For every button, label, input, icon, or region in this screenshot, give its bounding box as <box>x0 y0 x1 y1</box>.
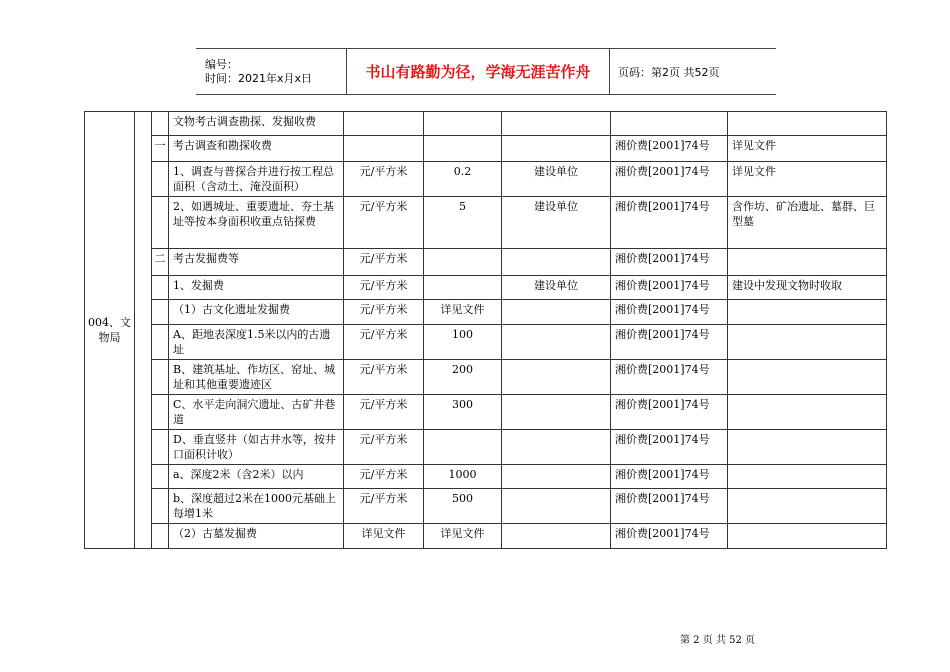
row-mark <box>152 524 169 549</box>
unit-cell: 元/平方米 <box>344 300 424 325</box>
basis-cell: 湘价费[2001]74号 <box>611 249 728 276</box>
basis-cell: 湘价费[2001]74号 <box>611 276 728 300</box>
standard-cell: 100 <box>424 325 502 360</box>
basis-cell: 湘价费[2001]74号 <box>611 489 728 524</box>
note-cell <box>728 395 887 430</box>
standard-cell: 300 <box>424 395 502 430</box>
unit-cell: 元/平方米 <box>344 430 424 465</box>
basis-cell: 湘价费[2001]74号 <box>611 197 728 249</box>
note-cell <box>728 112 887 136</box>
row-mark <box>152 197 169 249</box>
row-mark: 二 <box>152 249 169 276</box>
payer-cell <box>502 395 611 430</box>
row-mark <box>152 325 169 360</box>
unit-cell: 元/平方米 <box>344 162 424 197</box>
note-cell: 含作坊、矿冶遗址、墓群、巨型墓 <box>728 197 887 249</box>
note-cell <box>728 325 887 360</box>
unit-cell: 元/平方米 <box>344 489 424 524</box>
item-cell: 考古调查和勘探收费 <box>169 136 344 162</box>
table-row <box>85 465 887 489</box>
unit-cell: 详见文件 <box>344 524 424 549</box>
unit-cell <box>344 112 424 136</box>
header-left <box>196 49 347 95</box>
item-cell: 1、调查与普探合并进行按工程总面积（含动土、淹没面积） <box>169 162 344 197</box>
row-mark <box>152 300 169 325</box>
payer-cell: 建设单位 <box>502 197 611 249</box>
item-cell: b、深度超过2米在1000元基础上每增1米 <box>169 489 344 524</box>
number-label: 编号： <box>205 57 238 71</box>
time-label: 时间：2021年x月x日 <box>205 71 313 85</box>
department-cell: 004、文物局 <box>85 112 135 549</box>
row-mark: 一 <box>152 136 169 162</box>
standard-cell: 500 <box>424 489 502 524</box>
table-row <box>85 197 887 249</box>
table-row <box>85 524 887 549</box>
standard-cell: 200 <box>424 360 502 395</box>
row-mark <box>152 430 169 465</box>
note-cell <box>728 300 887 325</box>
unit-cell: 元/平方米 <box>344 325 424 360</box>
basis-cell: 湘价费[2001]74号 <box>611 430 728 465</box>
basis-cell: 湘价费[2001]74号 <box>611 136 728 162</box>
payer-cell <box>502 300 611 325</box>
table-row <box>85 360 887 395</box>
standard-cell <box>424 112 502 136</box>
standard-cell: 0.2 <box>424 162 502 197</box>
table-row <box>85 249 887 276</box>
fee-table <box>84 111 887 549</box>
payer-cell: 建设单位 <box>502 162 611 197</box>
note-cell <box>728 360 887 395</box>
item-cell: C、水平走向洞穴遗址、古矿井巷道 <box>169 395 344 430</box>
row-mark <box>152 162 169 197</box>
unit-cell: 元/平方米 <box>344 249 424 276</box>
payer-cell <box>502 325 611 360</box>
row-mark <box>152 395 169 430</box>
item-cell: D、垂直竖井（如古井水等，按井口面积计收） <box>169 430 344 465</box>
item-cell: 2、如遇城址、重要遗址、夯土基址等按本身面积收重点钻探费 <box>169 197 344 249</box>
unit-cell: 元/平方米 <box>344 197 424 249</box>
payer-cell <box>502 430 611 465</box>
note-cell <box>728 249 887 276</box>
unit-cell: 元/平方米 <box>344 360 424 395</box>
table-row <box>85 112 887 136</box>
unit-cell: 元/平方米 <box>344 276 424 300</box>
row-mark <box>152 465 169 489</box>
payer-cell <box>502 112 611 136</box>
row-mark <box>152 276 169 300</box>
basis-cell: 湘价费[2001]74号 <box>611 300 728 325</box>
note-cell: 详见文件 <box>728 136 887 162</box>
payer-cell <box>502 249 611 276</box>
row-mark <box>152 489 169 524</box>
payer-cell <box>502 360 611 395</box>
payer-cell <box>502 524 611 549</box>
table-row <box>85 162 887 197</box>
standard-cell: 详见文件 <box>424 300 502 325</box>
item-cell: （1）古文化遗址发掘费 <box>169 300 344 325</box>
table-row <box>85 430 887 465</box>
table-row <box>85 325 887 360</box>
note-cell <box>728 465 887 489</box>
row-mark <box>152 112 169 136</box>
motto: 书山有路勤为径，学海无涯苦作舟 <box>347 49 610 95</box>
item-cell: A、距地表深度1.5米以内的古遗址 <box>169 325 344 360</box>
unit-cell: 元/平方米 <box>344 395 424 430</box>
basis-cell: 湘价费[2001]74号 <box>611 465 728 489</box>
table-row <box>85 489 887 524</box>
payer-cell: 建设单位 <box>502 276 611 300</box>
note-cell <box>728 524 887 549</box>
standard-cell <box>424 249 502 276</box>
unit-cell <box>344 136 424 162</box>
payer-cell <box>502 136 611 162</box>
item-cell: B、建筑基址、作坊区、窑址、城址和其他重要遗迹区 <box>169 360 344 395</box>
unit-cell: 元/平方米 <box>344 465 424 489</box>
item-cell: （2）古墓发掘费 <box>169 524 344 549</box>
page-header <box>196 48 776 95</box>
footer-page-number: 第 2 页 共 52 页 <box>680 635 755 646</box>
note-cell: 详见文件 <box>728 162 887 197</box>
item-cell: 考古发掘费等 <box>169 249 344 276</box>
item-cell: 1、发掘费 <box>169 276 344 300</box>
standard-cell: 详见文件 <box>424 524 502 549</box>
table-row <box>85 136 887 162</box>
note-cell <box>728 430 887 465</box>
item-cell: a、深度2米（含2米）以内 <box>169 465 344 489</box>
basis-cell: 湘价费[2001]74号 <box>611 162 728 197</box>
table-row <box>85 276 887 300</box>
row-mark <box>152 360 169 395</box>
basis-cell: 湘价费[2001]74号 <box>611 395 728 430</box>
payer-cell <box>502 465 611 489</box>
standard-cell: 5 <box>424 197 502 249</box>
basis-cell <box>611 112 728 136</box>
note-cell <box>728 489 887 524</box>
standard-cell <box>424 136 502 162</box>
item-cell: 文物考古调查勘探、发掘收费 <box>169 112 344 136</box>
standard-cell <box>424 276 502 300</box>
payer-cell <box>502 489 611 524</box>
spacer-column <box>135 112 152 549</box>
note-cell: 建设中发现文物时收取 <box>728 276 887 300</box>
standard-cell: 1000 <box>424 465 502 489</box>
basis-cell: 湘价费[2001]74号 <box>611 524 728 549</box>
page-code: 页码：第2页 共52页 <box>610 49 777 95</box>
basis-cell: 湘价费[2001]74号 <box>611 325 728 360</box>
table-row <box>85 395 887 430</box>
basis-cell: 湘价费[2001]74号 <box>611 360 728 395</box>
standard-cell <box>424 430 502 465</box>
table-row <box>85 300 887 325</box>
